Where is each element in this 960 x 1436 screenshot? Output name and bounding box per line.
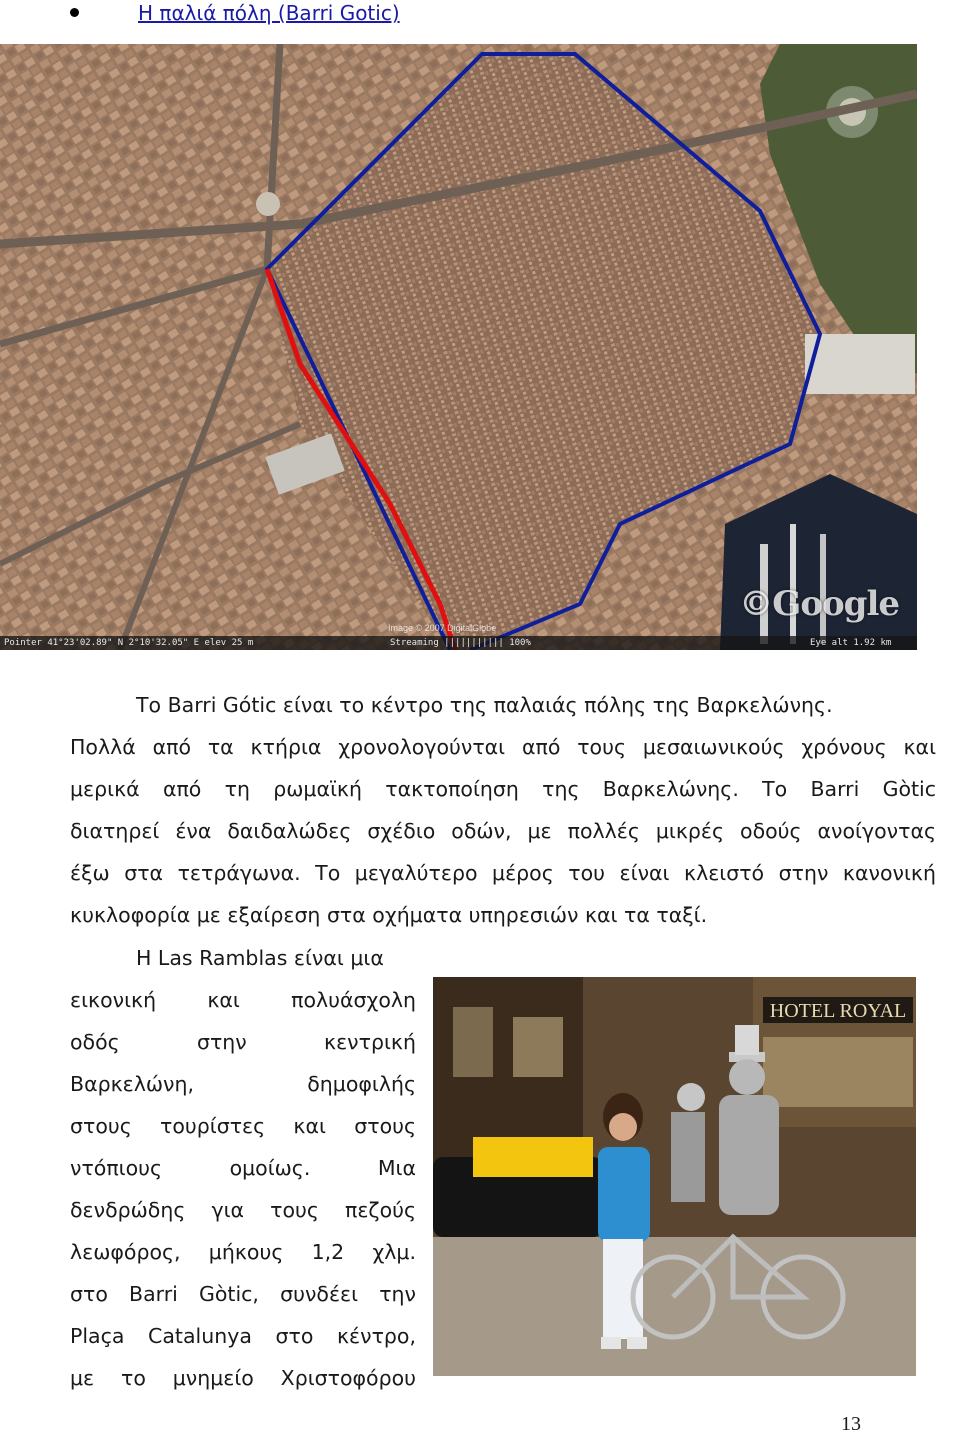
imagery-credit: Image © 2007 DigitalGlobe — [388, 623, 497, 633]
paragraph-line: δενδρώδης για τους πεζούς — [70, 1198, 416, 1222]
paragraph-line: λεωφόρος, μήκους 1,2 χλμ. — [70, 1240, 416, 1264]
paragraph-line: εικονική και πολυάσχολη — [70, 988, 416, 1012]
paragraph-line: Plaça Catalunya στο κέντρο, — [70, 1324, 416, 1348]
paragraph-line: με το μνημείο Χριστοφόρου — [70, 1366, 416, 1390]
paragraph-line: Βαρκελώνη, δημοφιλής — [70, 1072, 416, 1096]
paragraph-line: Η Las Ramblas είναι μια — [136, 946, 384, 970]
paragraph-line: στους τουρίστες και στους — [70, 1114, 416, 1138]
map-status-bar — [0, 636, 917, 650]
paragraph-line: έξω στα τετράγωνα. Το μεγαλύτερο μέρος του είναι κλειστό στην κανονική — [70, 861, 936, 885]
google-logo: ©Google — [739, 584, 899, 624]
street-performer-photo — [433, 977, 916, 1376]
paragraph-line: ντόπιους ομοίως. Μια — [70, 1156, 416, 1180]
hotel-sign: HOTEL ROYAL — [769, 1000, 907, 1022]
paragraph-line: οδός στην κεντρική — [70, 1030, 416, 1054]
paragraph-line: μερικά από τη ρωμαϊκή τακτοποίηση της Βαρκελώνης. Το Barri Gòtic — [70, 777, 936, 801]
paragraph-line: κυκλοφορία με εξαίρεση στα οχήματα υπηρεσιών και τα ταξί. — [70, 903, 708, 927]
streaming-readout: Streaming ||||||||||| 100% — [390, 638, 531, 648]
aerial-map-image — [0, 44, 917, 650]
eye-alt-readout: Eye alt 1.92 km — [810, 638, 892, 648]
paragraph-line: Το Barri Gótic είναι το κέντρο της παλαιάς πόλης της Βαρκελώνης. — [136, 693, 833, 717]
photo-graphic — [433, 977, 916, 1376]
bullet-heading — [70, 0, 670, 26]
paragraph-line: Πολλά από τα κτήρια χρονολογούνται από τους μεσαιωνικούς χρόνους και — [70, 735, 936, 759]
paragraph-line: στο Barri Gòtic, συνδέει την — [70, 1282, 416, 1306]
page-number: 13 — [841, 1413, 861, 1435]
paragraph-line: διατηρεί ένα δαιδαλώδες σχέδιο οδών, με πολλές μικρές οδούς ανοίγοντας — [70, 819, 936, 843]
pointer-readout: Pointer 41°23'02.89" N 2°10'32.05" E elev 25 m — [4, 638, 254, 648]
map-graphic — [0, 44, 917, 650]
section-title-link[interactable]: Η παλιά πόλη (Barri Gotic) — [138, 1, 400, 25]
bullet-icon — [70, 8, 79, 17]
